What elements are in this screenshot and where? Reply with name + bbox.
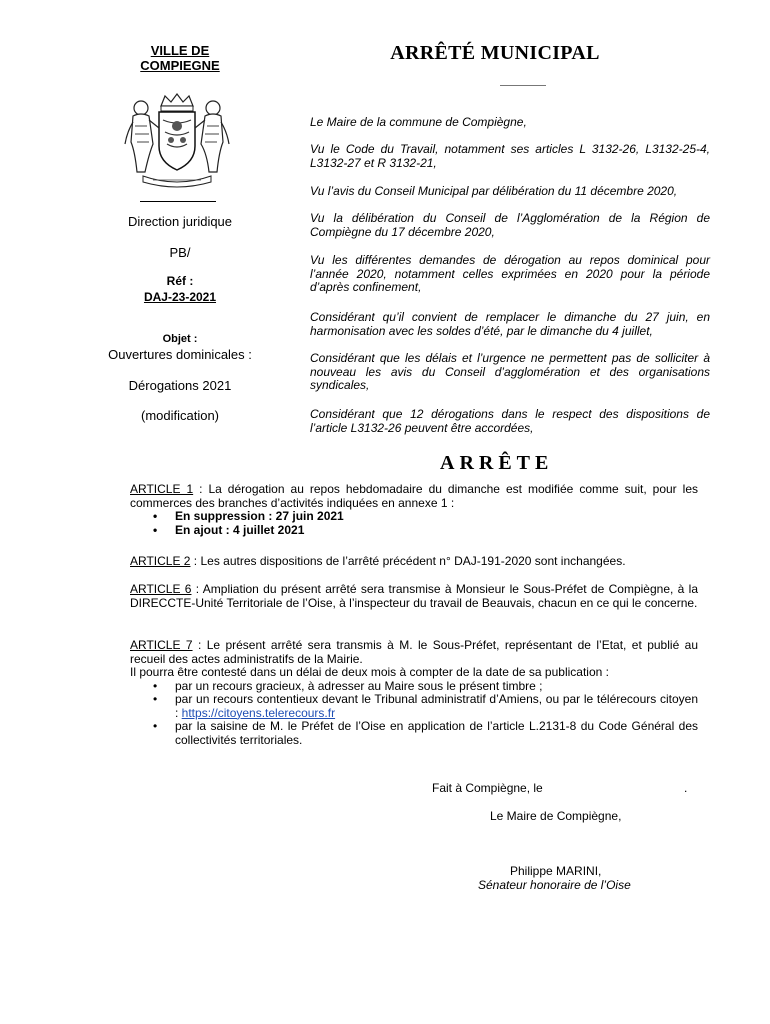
objet-line1: Ouvertures dominicales : <box>108 347 252 362</box>
sidebar-initials: PB/ <box>169 245 191 260</box>
coat-of-arms-icon <box>123 92 231 192</box>
signature-role: Sénateur honoraire de l’Oise <box>478 878 631 892</box>
article-2-label: ARTICLE 2 <box>130 554 191 568</box>
signature-date-dot: . <box>684 781 688 795</box>
list-item: • En ajout : 4 juillet 2021 <box>153 522 305 537</box>
list-item: • par un recours contentieux devant le Tribunal administratif d’Amiens, ou par le télérecours citoyen : https://citoyens.telerecours.fr <box>153 692 698 720</box>
sidebar-direction: Direction juridique <box>127 214 233 229</box>
consid-remplacement: Considérant qu’il convient de remplacer le dimanche du 27 juin, en harmonisation avec les soldes d’été, par le dimanche du 4 juillet, <box>310 310 710 338</box>
objet-label: Objet : <box>162 333 198 345</box>
telerecours-link[interactable]: https://citoyens.telerecours.fr <box>181 705 336 720</box>
document-title: ARRÊTÉ MUNICIPAL <box>390 42 600 64</box>
consid-maire: Le Maire de la commune de Compiègne, <box>310 115 527 129</box>
ref-label: Réf : <box>166 274 194 288</box>
arrete-heading: ARRÊTE <box>440 452 554 474</box>
article-6-text: : Ampliation du présent arrêté sera transmise à Monsieur le Sous-Préfet de Compiègne, à la DIRECCTE-Unité Territoriale de l’Oise, à l’inspecteur du travail de Beauvais, chacun en ce qui le concerne. <box>130 582 698 610</box>
article-7-recours: Il pourra être contesté dans un délai de deux mois à compter de la date de sa publication : <box>130 665 609 679</box>
list-item: • En suppression : 27 juin 2021 <box>153 509 344 523</box>
article-1-text: : La dérogation au repos hebdomadaire du dimanche est modifiée comme suit, pour les commerces des branches d’activités indiquées en annexe 1 : <box>130 482 699 510</box>
article-2-text: : Les autres dispositions de l’arrêté précédent n° DAJ-191-2020 sont inchangées. <box>190 554 626 568</box>
bullet-icon: • <box>153 719 158 733</box>
article-7 <box>130 639 698 747</box>
article-7-text: : Le présent arrêté sera transmis à M. le Sous-Préfet, représentant de l’Etat, et publié au recueil des actes administratifs de la Mairie. <box>130 638 698 666</box>
list-item: • par la saisine de M. le Préfet de l’Oise en application de l’article L.2131-8 du Code Général des collectivités territoriales. <box>153 719 698 747</box>
article-6 <box>130 583 698 610</box>
ref-value: DAJ-23-2021 <box>143 290 217 304</box>
city-name <box>90 43 270 73</box>
list-item: • par un recours gracieux, à adresser au Maire sous le présent timbre ; <box>153 678 543 693</box>
bullet-icon: • <box>153 678 158 693</box>
consid-demandes: Vu les différentes demandes de dérogation au repos dominical pour l’année 2020, notamment celles exprimées en 2020 pour la période d’après confinement, <box>310 253 710 294</box>
signature-maire: Le Maire de Compiègne, <box>490 809 622 823</box>
sidebar-divider <box>140 201 216 202</box>
consid-derogations: Considérant que 12 dérogations dans le respect des dispositions de l’article L3132-26 peuvent être accordées, <box>310 407 710 435</box>
consid-conseil-municipal: Vu l’avis du Conseil Municipal par délibération du 11 décembre 2020, <box>310 184 678 198</box>
signature-place-date: Fait à Compiègne, le <box>432 781 543 795</box>
bullet-icon: • <box>153 522 158 537</box>
article-1-label: ARTICLE 1 <box>130 482 194 496</box>
title-divider <box>500 85 546 86</box>
consid-code-travail: Vu le Code du Travail, notamment ses articles L 3132-26, L3132-25-4, L3132-27 et R 3132-21, <box>310 142 710 170</box>
article-7-label: ARTICLE 7 <box>130 638 193 652</box>
objet-line2: Dérogations 2021 <box>128 378 232 393</box>
article-1 <box>130 483 698 537</box>
city-name-line2: COMPIEGNE <box>140 58 220 73</box>
bullet-icon: • <box>153 692 158 706</box>
article-6-label: ARTICLE 6 <box>130 582 192 596</box>
signature-name: Philippe MARINI, <box>510 864 602 878</box>
consid-agglomeration: Vu la délibération du Conseil de l’Agglomération de la Région de Compiègne du 17 décembre 2020, <box>310 211 710 239</box>
article-2 <box>130 555 698 569</box>
consid-urgence: Considérant que les délais et l’urgence ne permettent pas de solliciter à nouveau les avis du Conseil d’agglomération et des organisations syndicales, <box>310 351 710 392</box>
bullet-icon: • <box>153 509 158 523</box>
objet-line3: (modification) <box>140 408 220 423</box>
city-name-line1: VILLE DE <box>150 43 210 58</box>
